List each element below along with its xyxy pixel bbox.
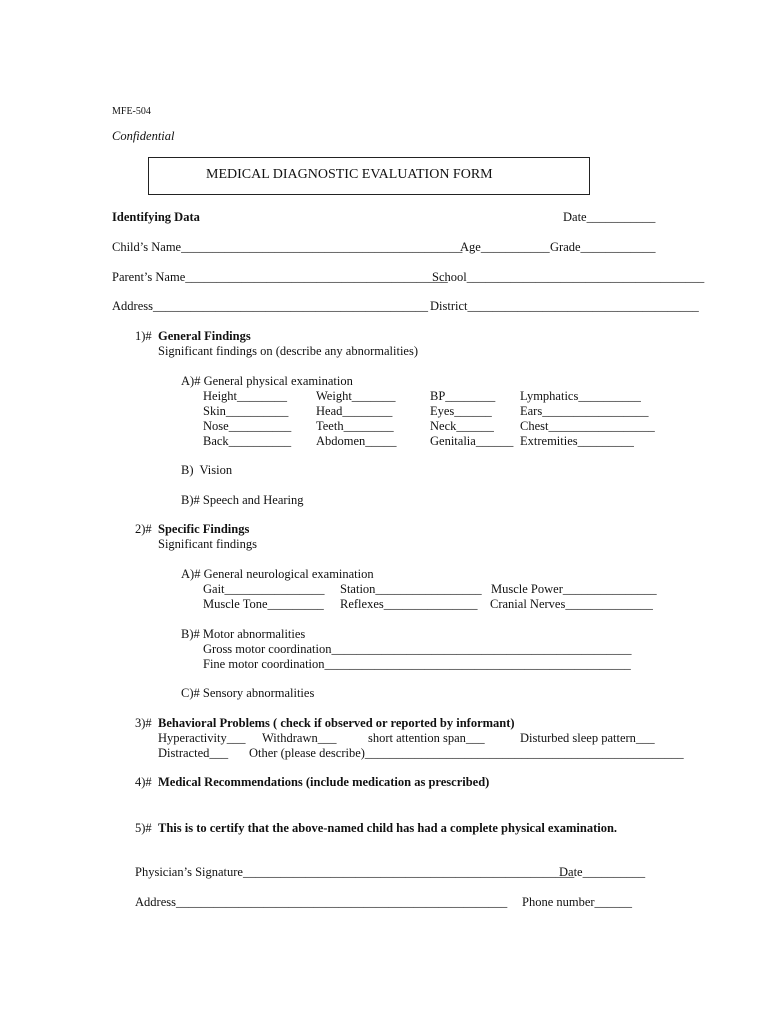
hyperactivity-checkbox[interactable]: Hyperactivity___ [158, 731, 246, 745]
sleep-pattern-checkbox[interactable]: Disturbed sleep pattern___ [520, 731, 655, 745]
weight-field[interactable]: Weight_______ [316, 389, 396, 403]
physician-signature-field[interactable]: Physician’s Signature_____________________________________________________ [135, 865, 575, 879]
speech-hearing-label: B)# Speech and Hearing [181, 493, 304, 507]
height-field[interactable]: Height________ [203, 389, 288, 403]
muscle-tone-field[interactable]: Muscle Tone_________ [203, 597, 324, 611]
school-field[interactable]: School______________________________________ [432, 270, 705, 284]
reflexes-field[interactable]: Reflexes_______________ [340, 597, 478, 611]
muscle-power-field[interactable]: Muscle Power_______________ [491, 582, 657, 596]
motor-abnormalities-label: B)# Motor abnormalities [181, 627, 306, 641]
neuro-exam-label: A)# General neurological examination [181, 567, 374, 581]
section3-heading: Behavioral Problems ( check if observed or reported by informant) [158, 716, 515, 730]
sensory-abnormalities-label: C)# Sensory abnormalities [181, 686, 315, 700]
short-attention-checkbox[interactable]: short attention span___ [368, 731, 485, 745]
grade-field[interactable]: Grade____________ [550, 240, 656, 254]
bp-field[interactable]: BP________ [430, 389, 496, 403]
signature-date-field[interactable]: Date__________ [559, 865, 646, 879]
address-field[interactable]: Address____________________________________________ [112, 299, 428, 313]
confidential-label: Confidential [112, 129, 175, 143]
section4-heading: Medical Recommendations (include medication as prescribed) [158, 775, 490, 789]
distracted-checkbox[interactable]: Distracted___ [158, 746, 229, 760]
skin-field[interactable]: Skin__________ [203, 404, 289, 418]
station-field[interactable]: Station_________________ [340, 582, 482, 596]
section3-number: 3)# [135, 716, 152, 730]
neck-field[interactable]: Neck______ [430, 419, 494, 433]
section5-heading: This is to certify that the above-named child has had a complete physical examination. [158, 821, 618, 835]
form-id: MFE-504 [112, 106, 151, 117]
section5-number: 5)# [135, 821, 152, 835]
title-box [148, 157, 590, 195]
other-describe-field[interactable]: Other (please describe)___________________________________________________ [249, 746, 684, 760]
parent-name-field[interactable]: Parent’s Name__________________________________________ [112, 270, 448, 284]
teeth-field[interactable]: Teeth________ [316, 419, 394, 433]
vision-label: B) Vision [181, 463, 233, 477]
nose-field[interactable]: Nose__________ [203, 419, 292, 433]
section1-sub: Significant findings on (describe any abnormalities) [158, 344, 419, 358]
physician-address-field[interactable]: Address_____________________________________________________ [135, 895, 508, 909]
back-field[interactable]: Back__________ [203, 434, 292, 448]
age-field[interactable]: Age___________ [460, 240, 550, 254]
date-field[interactable]: Date___________ [563, 210, 656, 224]
gait-field[interactable]: Gait________________ [203, 582, 325, 596]
ears-field[interactable]: Ears_________________ [520, 404, 649, 418]
phone-number-field[interactable]: Phone number______ [522, 895, 633, 909]
cranial-nerves-field[interactable]: Cranial Nerves______________ [490, 597, 653, 611]
gross-motor-field[interactable]: Gross motor coordination________________________________________________ [203, 642, 632, 656]
lymphatics-field[interactable]: Lymphatics__________ [520, 389, 641, 403]
section1-heading: General Findings [158, 329, 251, 343]
section2-sub: Significant findings [158, 537, 257, 551]
abdomen-field[interactable]: Abdomen_____ [316, 434, 397, 448]
section2-heading: Specific Findings [158, 522, 250, 536]
extremities-field[interactable]: Extremities_________ [520, 434, 634, 448]
fine-motor-field[interactable]: Fine motor coordination_________________________________________________ [203, 657, 631, 671]
form-title: MEDICAL DIAGNOSTIC EVALUATION FORM [206, 167, 493, 182]
section1-number: 1)# [135, 329, 152, 343]
head-field[interactable]: Head________ [316, 404, 393, 418]
physical-exam-label: A)# General physical examination [181, 374, 353, 388]
eyes-field[interactable]: Eyes______ [430, 404, 492, 418]
section4-number: 4)# [135, 775, 152, 789]
child-name-field[interactable]: Child’s Name_____________________________________________ [112, 240, 463, 254]
chest-field[interactable]: Chest_________________ [520, 419, 655, 433]
district-field[interactable]: District_____________________________________ [430, 299, 699, 313]
genitalia-field[interactable]: Genitalia______ [430, 434, 514, 448]
section2-number: 2)# [135, 522, 152, 536]
withdrawn-checkbox[interactable]: Withdrawn___ [262, 731, 337, 745]
identifying-heading: Identifying Data [112, 210, 200, 224]
